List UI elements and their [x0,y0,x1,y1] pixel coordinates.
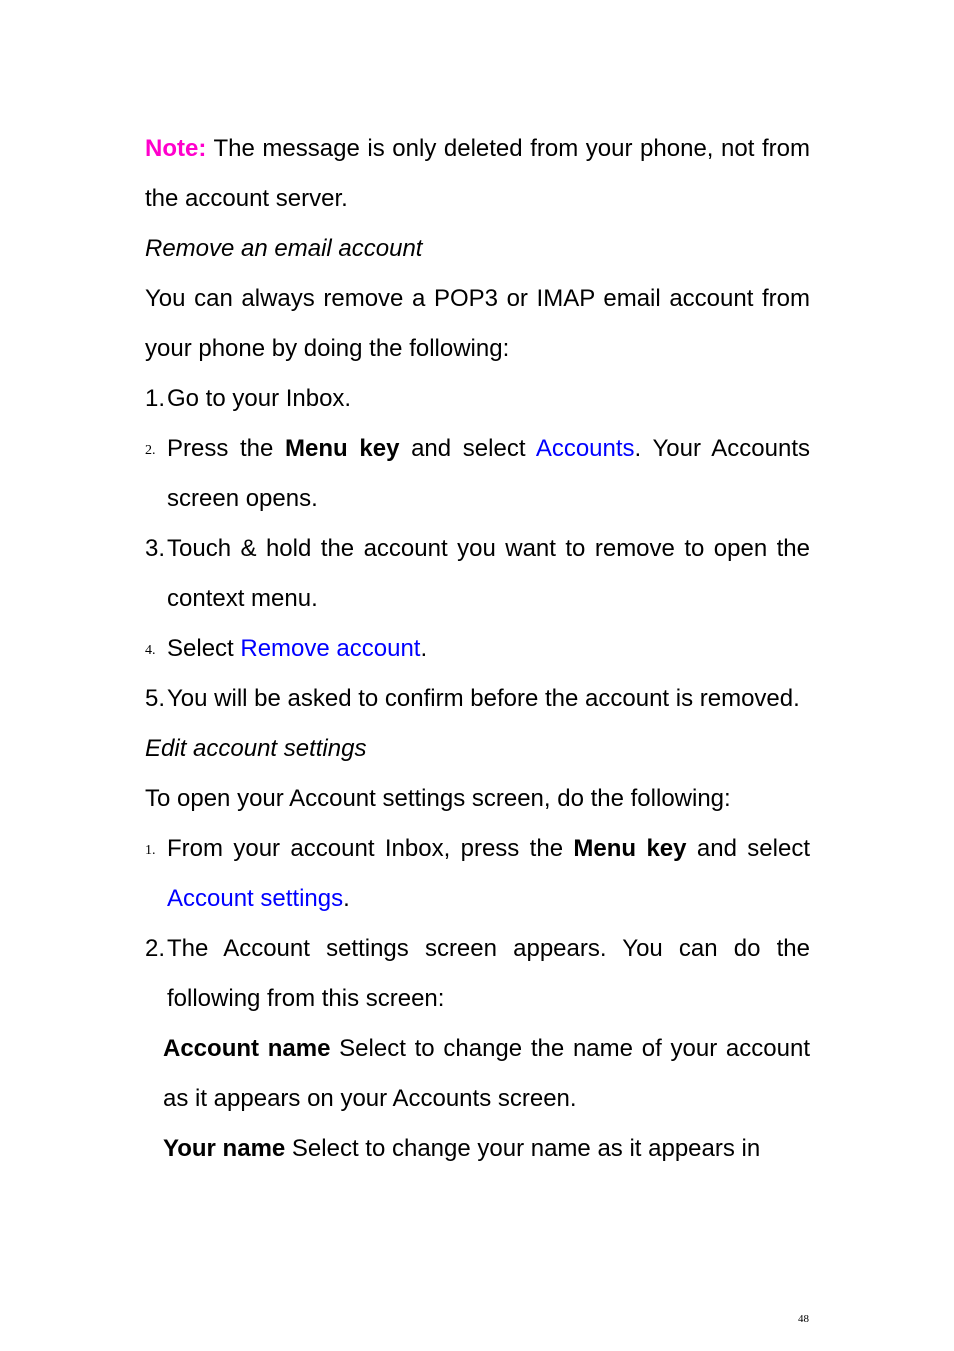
item-text: Select to change your name as it appears in [285,1135,761,1162]
step-text: . Your Accounts screen opens. [167,435,810,512]
step-text: Select [167,635,241,662]
accounts-link[interactable]: Accounts [535,435,635,462]
remove-step-3 [145,524,810,624]
note-paragraph [145,124,810,224]
step-number: 2. [145,935,166,962]
menu-key-term: Menu key [285,435,400,462]
menu-key-term: Menu key [573,835,687,862]
step-number: 3. [145,535,166,562]
step-text: . [420,635,428,662]
step-text: Go to your Inbox. [167,385,352,412]
step-number: 4. [145,643,156,658]
step-number: 2. [145,443,156,458]
edit-step-2 [145,924,810,1024]
item-account-name [145,1024,810,1124]
edit-step-1 [145,824,810,924]
note-label: Note: [145,135,207,162]
item-your-name [145,1124,810,1174]
heading-edit-settings: Edit account settings [145,735,367,762]
account-name-term: Account name [163,1035,331,1062]
step-text: and select [399,435,536,462]
page-number: 48 [798,1313,809,1325]
remove-step-2 [145,424,810,524]
step-text: . [343,885,350,912]
account-settings-link[interactable]: Account settings [167,885,344,912]
step-number: 1. [145,385,166,412]
step-text: You will be asked to confirm before the account is removed. [167,685,800,712]
note-text: The message is only deleted from your phone, not from the account server. [145,135,810,212]
remove-step-5 [145,674,810,724]
step-text: The Account settings screen appears. You can do the following from this screen: [167,935,810,1012]
document-page [145,124,810,1174]
item-text: Select to change the name of your account as it appears on your Accounts screen. [163,1035,810,1112]
step-text: and select [686,835,810,862]
step-text: Press the [167,435,286,462]
remove-account-link[interactable]: Remove account [240,635,421,662]
step-number: 5. [145,685,166,712]
remove-step-4 [145,624,810,674]
your-name-term: Your name [163,1135,286,1162]
heading-remove-account: Remove an email account [145,235,423,262]
edit-intro: To open your Account settings screen, do the following: [145,785,731,812]
remove-step-1 [145,374,810,424]
step-text: Touch & hold the account you want to remove to open the context menu. [167,535,810,612]
step-text: From your account Inbox, press the [167,835,574,862]
step-number: 1. [145,843,156,858]
remove-intro: You can always remove a POP3 or IMAP email account from your phone by doing the following: [145,285,810,362]
